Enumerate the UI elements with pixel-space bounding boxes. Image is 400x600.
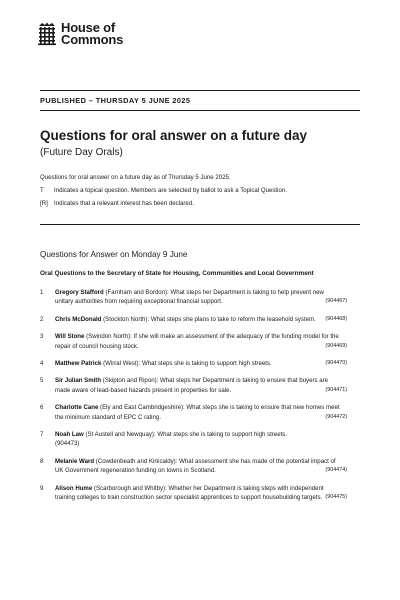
- constituency: (Cowdenbeath and Kirkcaldy):: [95, 457, 178, 465]
- page-subtitle: (Future Day Orals): [40, 147, 123, 158]
- question-item: [40, 376, 360, 395]
- constituency: (St Austell and Newquay):: [85, 431, 156, 439]
- question-number: 2: [40, 315, 44, 323]
- question-item: [40, 359, 360, 368]
- constituency: (Scarborough and Whitby):: [93, 484, 167, 492]
- section-divider: [40, 224, 360, 225]
- question-number: 4: [40, 360, 44, 368]
- key-description: Indicates that a relevant interest has been declared.: [54, 200, 194, 207]
- constituency: (Stockton North):: [103, 315, 150, 323]
- member-name: Charlotte Cane: [55, 404, 99, 412]
- constituency: (Ely and East Cambridgeshire):: [100, 404, 185, 412]
- question-text: Whether her Department is taking steps with independent training colleges to train construction sector specialist apprentices to support housebuilding targets.: [55, 484, 324, 502]
- question-text: What steps she is taking to support high streets.: [141, 360, 272, 368]
- question-reference: (904467): [325, 298, 347, 305]
- question-item: [40, 288, 360, 307]
- top-divider: [40, 90, 360, 91]
- question-item: [40, 403, 360, 422]
- constituency: (Wirral West):: [103, 360, 141, 368]
- header-divider: [40, 110, 360, 111]
- question-number: 9: [40, 484, 44, 492]
- question-item: [40, 430, 360, 449]
- question-reference: (904472): [325, 413, 347, 420]
- portcullis-icon: [37, 22, 57, 46]
- question-reference: (904475): [325, 494, 347, 501]
- member-name: Sir Julian Smith: [55, 377, 102, 385]
- question-item: [40, 332, 360, 351]
- question-reference: (904468): [325, 315, 347, 322]
- question-number: 1: [40, 289, 44, 296]
- member-name: Gregory Stafford: [55, 289, 104, 296]
- question-reference: (904470): [325, 360, 347, 367]
- member-name: Matthew Patrick: [55, 360, 102, 368]
- question-item: [40, 457, 360, 476]
- question-item: [40, 484, 360, 503]
- key-symbol: [R]: [40, 200, 48, 207]
- question-reference-line: [55, 439, 340, 448]
- question-number: 6: [40, 404, 44, 412]
- section-heading: Questions for Answer on Monday 9 June: [40, 250, 188, 259]
- question-text: What steps her Department is taking to ensure that buyers are made aware of lead-based hazards present in properties for sale.: [55, 377, 329, 394]
- published-date: PUBLISHED – THURSDAY 5 JUNE 2025: [40, 96, 191, 105]
- key-symbol: T: [40, 187, 44, 194]
- question-number: 5: [40, 377, 44, 385]
- question-reference: (904473): [55, 440, 80, 448]
- question-number: 8: [40, 457, 44, 465]
- page-title: Questions for oral answer on a future day: [40, 128, 308, 143]
- question-reference: (904471): [325, 386, 347, 393]
- question-number: 7: [40, 431, 44, 439]
- question-text: What steps her Department is taking to help prevent new unitary authorities from requiring exceptional financial support.: [55, 289, 324, 306]
- house-of-commons-logo: [37, 22, 123, 46]
- question-reference: (904474): [325, 467, 347, 474]
- key-interest: [40, 200, 194, 207]
- question-item: [40, 315, 360, 324]
- question-number: 3: [40, 333, 44, 341]
- logo-line-2: Commons: [61, 32, 124, 47]
- department-heading: Oral Questions to the Secretary of State for Housing, Communities and Local Government: [40, 270, 314, 277]
- question-list: [40, 288, 360, 503]
- question-text: What steps she is taking to ensure that new homes meet the minimum standard of EPC C rating.: [55, 404, 340, 421]
- constituency: (Skipton and Ripon):: [102, 377, 159, 385]
- logo-wordmark: [61, 22, 123, 46]
- intro-text: Questions for oral answer on a future day as of Thursday 5 June 2025.: [40, 174, 231, 181]
- question-text: What assessment she has made of the potential impact of UK Government regeneration funding on towns in Scotland.: [55, 457, 336, 475]
- logo-line-1: House of: [61, 20, 116, 35]
- key-description: Indicates a topical question. Members are selected by ballot to ask a Topical Question.: [54, 187, 287, 194]
- question-text: What steps she plans to take to reform the leasehold system.: [150, 315, 316, 323]
- question-reference: (904469): [325, 342, 347, 349]
- member-name: Chris McDonald: [55, 315, 102, 323]
- constituency: (Farnham and Bordon):: [105, 289, 169, 296]
- constituency: (Swindon North):: [86, 333, 132, 341]
- member-name: Alison Hume: [55, 484, 93, 492]
- key-topical: [40, 187, 287, 194]
- member-name: Will Stone: [55, 333, 85, 341]
- member-name: Melanie Ward: [55, 457, 95, 465]
- question-text: What steps she is taking to support high streets.: [157, 431, 288, 439]
- question-text: If she will make an assessment of the adequacy of the funding model for the repair of council housing stock.: [55, 333, 339, 350]
- member-name: Noah Law: [55, 431, 84, 439]
